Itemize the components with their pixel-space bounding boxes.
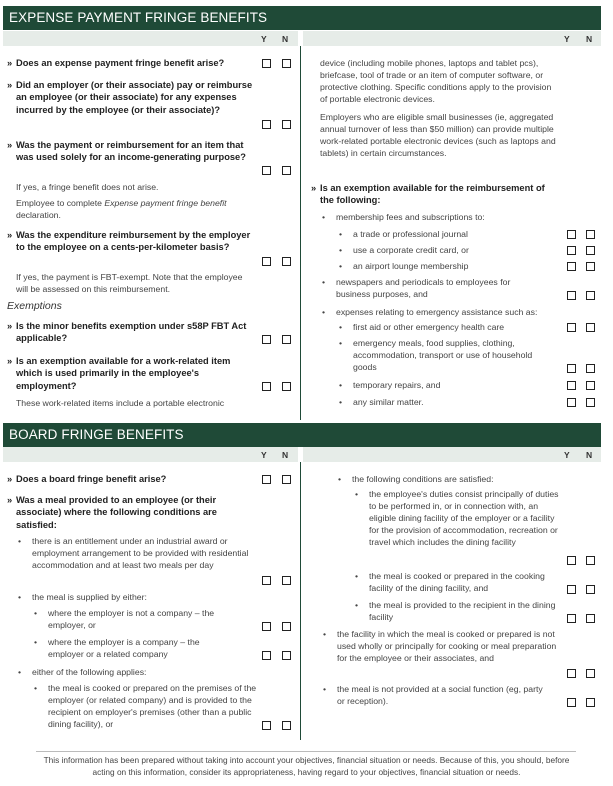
yes-checkbox[interactable] — [567, 585, 576, 594]
list-item: • emergency meals, food supplies, clothing, accommodation, transport or use of household goods — [339, 338, 533, 372]
no-checkbox[interactable] — [586, 381, 595, 390]
yes-label: Y — [261, 34, 267, 44]
list-item: • the employee's duties consist principally of duties to be performed in, or in connection with, an eligible dining facility of the employer or a facility for the provision of accommodation, recreation or travel which includes the dining facility — [355, 489, 559, 547]
list-item: • any similar matter. — [339, 397, 424, 407]
yn-bar-left — [3, 447, 298, 462]
yn-bar-right — [303, 31, 601, 46]
no-checkbox[interactable] — [586, 230, 595, 239]
list-item: • expenses relating to emergency assistance such as: — [322, 307, 538, 317]
list-item: • use a corporate credit card, or — [339, 245, 469, 255]
note-text: device (including mobile phones, laptops and tablet pcs), briefcase, tool of trade or an item of computer software, or protective clothing. Specific conditions apply to the provision of portable electronic devices. — [320, 58, 552, 104]
yes-checkbox[interactable] — [567, 246, 576, 255]
question: » Was the payment or reimbursement for an item that was used solely for an income-generating purpose? — [7, 140, 246, 163]
no-checkbox[interactable] — [586, 585, 595, 594]
yes-checkbox[interactable] — [567, 614, 576, 623]
yes-checkbox[interactable] — [567, 381, 576, 390]
no-checkbox[interactable] — [282, 622, 291, 631]
list-item: • there is an entitlement under an industrial award or employment arrangement to be provided with residential accommodation and at least two meals per day — [18, 536, 249, 570]
list-item: • where the employer is a company – the employer or a related company — [34, 637, 200, 659]
yn-bar-left — [3, 31, 298, 46]
list-item: • the facility in which the meal is cooked or prepared is not used wholly or principally for cooking or meal preparation for the employee or their associates, and — [323, 629, 557, 663]
no-label: N — [282, 450, 289, 460]
no-checkbox[interactable] — [282, 382, 291, 391]
yes-checkbox[interactable] — [567, 556, 576, 565]
yes-checkbox[interactable] — [262, 120, 271, 129]
column-divider — [300, 462, 301, 740]
yes-checkbox[interactable] — [262, 59, 271, 68]
no-checkbox[interactable] — [282, 166, 291, 175]
no-checkbox[interactable] — [586, 364, 595, 373]
board-section-header: BOARD FRINGE BENEFITS — [3, 423, 601, 447]
yes-checkbox[interactable] — [262, 335, 271, 344]
no-checkbox[interactable] — [282, 59, 291, 68]
no-checkbox[interactable] — [586, 246, 595, 255]
no-checkbox[interactable] — [586, 556, 595, 565]
list-item: • membership fees and subscriptions to: — [322, 212, 485, 222]
note-text: Employee to complete Expense payment fringe benefit declaration. — [16, 198, 227, 220]
list-item: • a trade or professional journal — [339, 229, 468, 239]
question: » Was a meal provided to an employee (or their associate) where the following conditions are satisfied: — [7, 495, 217, 530]
list-item: • where the employer is not a company – the employer, or — [34, 608, 215, 630]
yes-checkbox[interactable] — [262, 651, 271, 660]
question: » Is the minor benefits exemption under s58P FBT Act applicable? — [7, 321, 247, 344]
no-label: N — [586, 34, 593, 44]
no-checkbox[interactable] — [586, 614, 595, 623]
no-checkbox[interactable] — [282, 257, 291, 266]
no-checkbox[interactable] — [586, 262, 595, 271]
yes-checkbox[interactable] — [567, 323, 576, 332]
yes-label: Y — [261, 450, 267, 460]
yes-checkbox[interactable] — [262, 721, 271, 730]
no-checkbox[interactable] — [282, 721, 291, 730]
no-label: N — [586, 450, 593, 460]
list-item: • newspapers and periodicals to employees for business purposes, and — [322, 277, 511, 299]
column-divider — [300, 46, 301, 420]
list-item: • an airport lounge membership — [339, 261, 469, 271]
no-checkbox[interactable] — [282, 475, 291, 484]
yes-checkbox[interactable] — [262, 622, 271, 631]
yes-checkbox[interactable] — [567, 262, 576, 271]
footer-divider — [36, 751, 576, 752]
list-item: • temporary repairs, and — [339, 380, 441, 390]
question: » Is an exemption available for the reimbursement of the following: — [311, 183, 545, 206]
no-checkbox[interactable] — [282, 120, 291, 129]
no-checkbox[interactable] — [282, 335, 291, 344]
question: » Does a board fringe benefit arise? — [7, 474, 167, 484]
yes-checkbox[interactable] — [567, 364, 576, 373]
exemptions-heading: Exemptions — [7, 300, 62, 312]
yes-checkbox[interactable] — [567, 669, 576, 678]
yes-checkbox[interactable] — [567, 398, 576, 407]
question: » Is an exemption available for a work-related item which is used primarily in the employee's employment? — [7, 356, 231, 391]
yes-label: Y — [564, 450, 570, 460]
note-text: If yes, the payment is FBT-exempt. Note that the employee will be assessed on this reimbursement. — [16, 272, 243, 294]
question: » Was the expenditure reimbursement by the employer to the employee on a cents-per-kilometer basis? — [7, 230, 251, 253]
yes-checkbox[interactable] — [567, 230, 576, 239]
yes-checkbox[interactable] — [262, 166, 271, 175]
no-checkbox[interactable] — [586, 323, 595, 332]
yes-checkbox[interactable] — [262, 576, 271, 585]
list-item: • the meal is supplied by either: — [18, 592, 147, 602]
list-item: • first aid or other emergency health care — [339, 322, 505, 332]
no-checkbox[interactable] — [586, 291, 595, 300]
list-item: • the meal is not provided at a social function (eg, party or reception). — [323, 684, 543, 706]
yes-checkbox[interactable] — [567, 698, 576, 707]
note-text: If yes, a fringe benefit does not arise. — [16, 182, 159, 192]
no-label: N — [282, 34, 289, 44]
no-checkbox[interactable] — [282, 576, 291, 585]
no-checkbox[interactable] — [586, 698, 595, 707]
question: » Did an employer (or their associate) pay or reimburse an employee (or their associate) for any expenses incurred by the employee (or their associate)? — [7, 80, 253, 115]
note-text: These work-related items include a portable electronic — [16, 398, 225, 408]
yn-bar-right — [303, 447, 601, 462]
list-item: • the meal is cooked or prepared in the cooking facility of the dining facility, and — [355, 571, 545, 593]
disclaimer-text: This information has been prepared without taking into account your objectives, financial situation or needs. Because of this, you should, before acting on this information, consider its appropriateness, having regard to your objectives, financial situation or needs. — [43, 755, 570, 777]
no-checkbox[interactable] — [282, 651, 291, 660]
yes-label: Y — [564, 34, 570, 44]
no-checkbox[interactable] — [586, 398, 595, 407]
list-item: • either of the following applies: — [18, 667, 147, 677]
list-item: • the following conditions are satisfied: — [338, 474, 494, 484]
note-text: Employers who are eligible small businesses (ie, aggregated annual turnover of less than $50 million) can provide multiple work-related portable electronic devices (such as laptops and tablets) in certain circumstances. — [320, 112, 556, 158]
yes-checkbox[interactable] — [262, 257, 271, 266]
expense-section-header: EXPENSE PAYMENT FRINGE BENEFITS — [3, 6, 601, 30]
yes-checkbox[interactable] — [262, 475, 271, 484]
list-item: • the meal is cooked or prepared on the premises of the employer (or related company) and is provided to the recipient on employer's premises (other than a public dining facility), or — [34, 683, 257, 729]
yes-checkbox[interactable] — [567, 291, 576, 300]
question: » Does an expense payment fringe benefit arise? — [7, 58, 225, 68]
list-item: • the meal is provided to the recipient in the dining facility — [355, 600, 556, 622]
no-checkbox[interactable] — [586, 669, 595, 678]
yes-checkbox[interactable] — [262, 382, 271, 391]
